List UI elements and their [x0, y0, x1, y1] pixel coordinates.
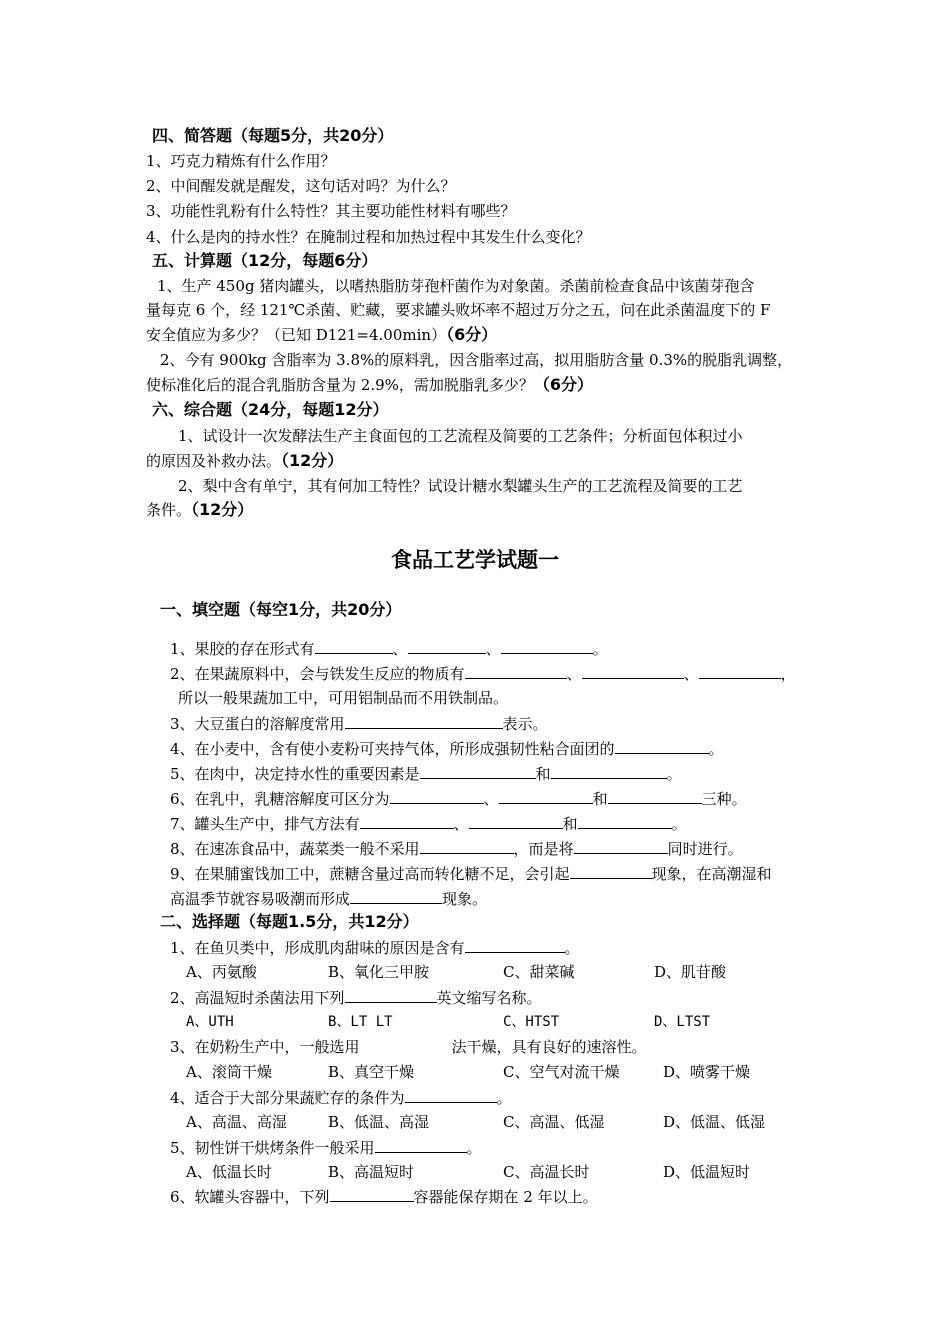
question-text	[170, 1087, 512, 1108]
choice-option: D、低温、低湿	[663, 1113, 766, 1131]
question-text-part: 和	[592, 790, 608, 808]
answer-blank	[465, 663, 567, 679]
question-text-part: 5、在肉中，决定持水性的重要因素是	[170, 765, 420, 783]
section-heading-comprehensive: 六、综合题（24分，每题12分）	[152, 400, 389, 419]
answer-blank	[315, 638, 393, 654]
question-points: （6分）	[446, 325, 498, 344]
section-heading-fill-blank: 一、填空题（每空1分，共20分）	[160, 600, 402, 619]
question-text-part: 2、在果蔬原料中，会与铁发生反应的物质有	[170, 665, 465, 683]
choice-option: A、低温长时	[186, 1163, 272, 1181]
question-text-part: 、	[483, 790, 499, 808]
answer-blank	[405, 1087, 497, 1103]
choice-option: D、LTST	[654, 1014, 711, 1030]
question-text	[170, 1037, 647, 1057]
answer-blank	[360, 813, 454, 829]
question-text	[170, 763, 682, 784]
question-points: （6分）	[533, 375, 594, 394]
question-text-part: 6、软罐头容器中，下列	[170, 1188, 330, 1206]
answer-blank	[551, 763, 667, 779]
question-text-part: 。	[592, 640, 608, 658]
choice-option: B、低温、高湿	[328, 1113, 430, 1131]
question-text	[170, 987, 542, 1008]
answer-blank	[350, 888, 442, 904]
question-text: 1、巧克力精炼有什么作用？	[146, 152, 336, 170]
choice-option: A、高温、高湿	[186, 1113, 287, 1131]
answer-blank	[469, 813, 563, 829]
answer-blank	[615, 738, 709, 754]
question-text-part: 。	[671, 815, 687, 833]
question-text	[170, 738, 724, 759]
question-text	[170, 663, 796, 684]
question-text: 所以一般果蔬加工中，可用铝制品而不用铁制品。	[178, 689, 509, 707]
question-points: （12分）	[281, 451, 344, 470]
question-text-part: 、	[566, 665, 582, 683]
question-text	[170, 937, 580, 958]
choice-option: D、肌苷酸	[654, 963, 727, 981]
question-text-part: 3、在奶粉生产中，一般选用	[170, 1038, 360, 1056]
question-text	[170, 713, 548, 734]
question-text-part: 同时进行。	[667, 840, 743, 858]
answer-blank	[420, 838, 514, 854]
question-text-part: 容器能保存期在 2 年以上。	[413, 1188, 598, 1206]
question-text-part: 表示。	[502, 715, 548, 733]
question-text-part: ，而是将	[513, 840, 574, 858]
question-text-part: 的原因及补救办法。	[146, 452, 282, 470]
question-text	[170, 638, 608, 659]
question-points: （12分）	[191, 500, 254, 519]
answer-blank	[330, 1186, 414, 1202]
question-text: 1、生产 450g 猪肉罐头，以嗜热脂肪芽孢杆菌作为对象菌。杀菌前检查食品中该菌芽孢含	[157, 277, 755, 295]
question-text: 2、中间醒发就是醒发，这句话对吗？为什么？	[146, 177, 456, 195]
question-text-part: 现象。	[442, 890, 488, 908]
question-text-part: 1、在鱼贝类中，形成肌肉甜味的原因是含有	[170, 939, 465, 957]
question-text-part: 。	[496, 1089, 512, 1107]
question-text	[170, 888, 487, 909]
question-text-part: 8、在速冻食品中，蔬菜类一般不采用	[170, 840, 420, 858]
question-text	[146, 500, 253, 520]
question-text-part: 4、在小麦中，含有使小麦粉可夹持气体，所形成强韧性粘合面团的	[170, 740, 615, 758]
question-text-part: 。	[564, 939, 580, 957]
question-text-part: 使标准化后的混合乳脂肪含量为 2.9%，需加脱脂乳多少？	[146, 376, 534, 394]
question-text: 1、试设计一次发酵法生产主食面包的工艺流程及简要的工艺条件；分析面包体积过小	[178, 427, 743, 445]
question-text	[170, 813, 687, 834]
answer-blank	[501, 638, 593, 654]
choice-option: A、丙氨酸	[186, 963, 257, 981]
answer-blank	[608, 788, 702, 804]
question-text-part: 和	[535, 765, 551, 783]
question-text	[170, 1137, 482, 1158]
choice-option: A、滚筒干燥	[186, 1063, 272, 1081]
answer-blank	[574, 838, 668, 854]
question-text: 量每克 6 个，经 121℃杀菌、贮藏，要求罐头败坏率不超过万分之五，问在此杀菌温度下的 F	[146, 301, 771, 319]
choice-option: C、甜菜碱	[503, 963, 575, 981]
section-heading-calculation: 五、计算题（12分，每题6分）	[152, 251, 378, 270]
choice-option: B、真空干燥	[328, 1063, 415, 1081]
section-heading-short-answer: 四、简答题（每题5分，共20分）	[152, 126, 394, 145]
choice-option: C、高温长时	[503, 1163, 590, 1181]
choice-option: C、HTST	[503, 1014, 560, 1030]
question-text-part: 条件。	[146, 501, 192, 519]
answer-blank	[699, 663, 781, 679]
question-text-part: 。	[708, 740, 724, 758]
choice-option: C、空气对流干燥	[503, 1063, 620, 1081]
choice-option: C、高温、低湿	[503, 1113, 605, 1131]
question-text-part: 现象，在高潮湿和	[651, 865, 772, 883]
question-text-part: 、	[485, 640, 501, 658]
question-text: 3、功能性乳粉有什么特性？其主要功能性材料有哪些？	[146, 202, 516, 220]
question-text-part: 6、在乳中，乳糖溶解度可区分为	[170, 790, 390, 808]
answer-blank	[578, 813, 672, 829]
choice-option: D、喷雾干燥	[663, 1063, 751, 1081]
choice-option: D、低温短时	[663, 1163, 751, 1181]
answer-blank	[499, 788, 593, 804]
question-text-part: 3、大豆蛋白的溶解度常用	[170, 715, 345, 733]
question-text	[146, 375, 593, 395]
question-text-part: 安全值应为多少？（已知 D121=4.00min）	[146, 326, 447, 344]
choice-option: A、UTH	[186, 1014, 234, 1030]
question-text-part: 三种。	[701, 790, 747, 808]
question-text: 2、梨中含有单宁，其有何加工特性？试设计糖水梨罐头生产的工艺流程及简要的工艺	[178, 477, 743, 495]
question-text-part: ，	[780, 665, 796, 683]
question-text: 2、今有 900kg 含脂率为 3.8%的原料乳，因含脂率过高，拟用脂肪含量 0.3%的脱脂乳调整，	[160, 351, 793, 369]
question-text-part: 1、果胶的存在形式有	[170, 640, 315, 658]
question-text-part: 英文缩写名称。	[436, 989, 542, 1007]
exam-title: 食品工艺学试题一	[391, 548, 559, 572]
answer-blank	[420, 763, 536, 779]
answer-blank	[345, 713, 503, 729]
question-text	[170, 838, 743, 859]
question-text-part: 高温季节就容易吸潮而形成	[170, 890, 351, 908]
question-text-part: 9、在果脯蜜饯加工中，蔗糖含量过高而转化糖不足，会引起	[170, 865, 570, 883]
question-text-part: 、	[453, 815, 469, 833]
question-text-part: 、	[683, 665, 699, 683]
question-text-part: 4、适合于大部分果蔬贮存的条件为	[170, 1089, 405, 1107]
question-text-part: 5、韧性饼干烘烤条件一般采用	[170, 1139, 375, 1157]
choice-option: B、高温短时	[328, 1163, 415, 1181]
question-text-part: 和	[562, 815, 578, 833]
question-text-part: 法干燥，具有良好的速溶性。	[451, 1038, 647, 1056]
question-text	[170, 788, 747, 809]
answer-blank	[465, 937, 565, 953]
question-text	[170, 863, 772, 884]
answer-blank	[345, 987, 437, 1003]
question-text: 4、什么是肉的持水性？在腌制过程和加热过程中其发生什么变化？	[146, 228, 591, 246]
question-text-part: 、	[392, 640, 408, 658]
question-text-part: 。	[666, 765, 682, 783]
answer-blank	[582, 663, 684, 679]
question-text	[146, 325, 497, 345]
question-text	[170, 1186, 598, 1207]
question-text-part: 2、高温短时杀菌法用下列	[170, 989, 345, 1007]
question-text-part: 7、罐头生产中，排气方法有	[170, 815, 360, 833]
choice-option: B、LT LT	[328, 1014, 393, 1030]
section-heading-multiple-choice: 二、选择题（每题1.5分，共12分）	[160, 912, 419, 931]
answer-blank	[570, 863, 652, 879]
answer-blank	[375, 1137, 467, 1153]
question-text	[146, 451, 343, 471]
choice-option: B、氧化三甲胺	[328, 963, 430, 981]
answer-blank	[390, 788, 484, 804]
question-text-part: 。	[466, 1139, 482, 1157]
answer-blank	[408, 638, 486, 654]
